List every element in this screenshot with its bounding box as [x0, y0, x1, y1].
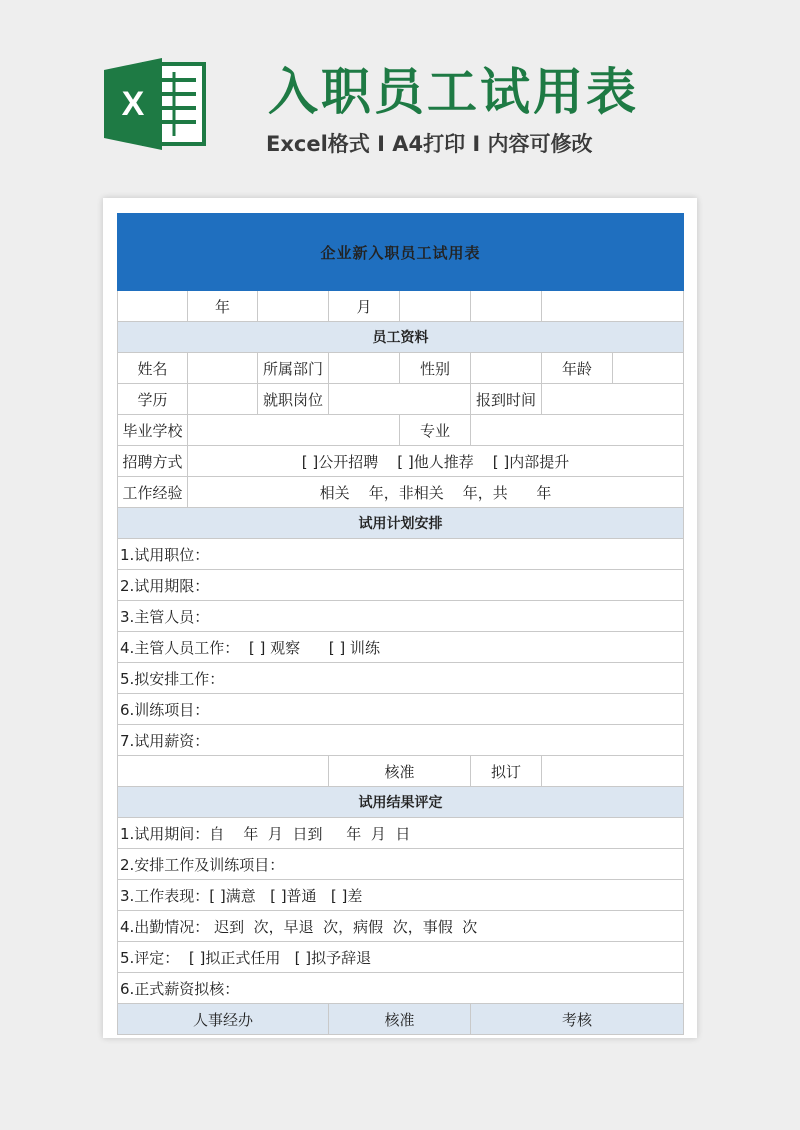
result-line[interactable]: 1.试用期间：自 年 月 日到 年 月 日: [118, 818, 684, 849]
plan-line[interactable]: 3.主管人员：: [118, 601, 684, 632]
section-title: 试用结果评定: [118, 787, 684, 818]
experience-field[interactable]: 相关 年，非相关 年，共 年: [188, 477, 684, 508]
page-header: [0, 0, 800, 195]
section-employee-info: [118, 322, 684, 353]
approve-signature-label: 核准: [329, 1004, 471, 1035]
recruit-label: 招聘方式: [118, 446, 188, 477]
school-label: 毕业学校: [118, 415, 188, 446]
date-blank-cell[interactable]: [400, 291, 471, 322]
recruit-row: [118, 446, 684, 477]
info-row-2: [118, 384, 684, 415]
excel-icon: [104, 58, 208, 150]
major-field[interactable]: [471, 415, 684, 446]
approve-label: 核准: [329, 756, 471, 787]
document-sheet: [103, 198, 697, 1038]
plan-line[interactable]: 5.拟安排工作：: [118, 663, 684, 694]
info-row-1: [118, 353, 684, 384]
draft-label: 拟订: [471, 756, 542, 787]
plan-line[interactable]: 1.试用职位：: [118, 539, 684, 570]
result-line[interactable]: 3.工作表现：[ ]满意 [ ]普通 [ ]差: [118, 880, 684, 911]
gender-label: 性别: [400, 353, 471, 384]
year-label: 年: [188, 291, 258, 322]
name-field[interactable]: [188, 353, 258, 384]
position-label: 就职岗位: [258, 384, 329, 415]
section-trial-plan: [118, 508, 684, 539]
report-time-field[interactable]: [542, 384, 684, 415]
education-field[interactable]: [188, 384, 258, 415]
age-label: 年龄: [542, 353, 613, 384]
page-title: 入职员工试用表: [268, 63, 639, 121]
education-label: 学历: [118, 384, 188, 415]
section-title: 员工资料: [118, 322, 684, 353]
plan-approve-row: [118, 756, 684, 787]
info-row-3: [118, 415, 684, 446]
department-label: 所属部门: [258, 353, 329, 384]
section-trial-result: [118, 787, 684, 818]
blank-cell: [118, 756, 329, 787]
hr-handler-label: 人事经办: [118, 1004, 329, 1035]
form-banner-title: 企业新入职员工试用表: [118, 214, 684, 291]
date-blank-cell[interactable]: [471, 291, 542, 322]
date-row: [118, 291, 684, 322]
age-field[interactable]: [613, 353, 684, 384]
gender-field[interactable]: [471, 353, 542, 384]
month-label: 月: [329, 291, 400, 322]
trial-form-table: [117, 213, 684, 1035]
page-subtitle: Excel格式 I A4打印 I 内容可修改: [266, 132, 593, 156]
blank-cell: [542, 756, 684, 787]
month-input-cell[interactable]: [258, 291, 329, 322]
result-line[interactable]: 6.正式薪资拟核：: [118, 973, 684, 1004]
result-line[interactable]: 4.出勤情况： 迟到 次，早退 次，病假 次，事假 次: [118, 911, 684, 942]
position-field[interactable]: [329, 384, 471, 415]
report-time-label: 报到时间: [471, 384, 542, 415]
form-banner-row: [118, 214, 684, 291]
date-blank-cell[interactable]: [542, 291, 684, 322]
major-label: 专业: [400, 415, 471, 446]
plan-line[interactable]: 6.训练项目：: [118, 694, 684, 725]
recruit-options[interactable]: [ ]公开招聘 [ ]他人推荐 [ ]内部提升: [188, 446, 684, 477]
year-input-cell[interactable]: [118, 291, 188, 322]
svg-text:X: X: [121, 85, 145, 123]
assess-signature-label: 考核: [471, 1004, 684, 1035]
name-label: 姓名: [118, 353, 188, 384]
experience-label: 工作经验: [118, 477, 188, 508]
plan-line[interactable]: 7.试用薪资：: [118, 725, 684, 756]
result-line[interactable]: 2.安排工作及训练项目：: [118, 849, 684, 880]
section-title: 试用计划安排: [118, 508, 684, 539]
experience-row: [118, 477, 684, 508]
department-field[interactable]: [329, 353, 400, 384]
signature-row: [118, 1004, 684, 1035]
school-field[interactable]: [188, 415, 400, 446]
result-line[interactable]: 5.评定： [ ]拟正式任用 [ ]拟予辞退: [118, 942, 684, 973]
plan-line[interactable]: 4.主管人员工作： [ ] 观察 [ ] 训练: [118, 632, 684, 663]
plan-line[interactable]: 2.试用期限：: [118, 570, 684, 601]
